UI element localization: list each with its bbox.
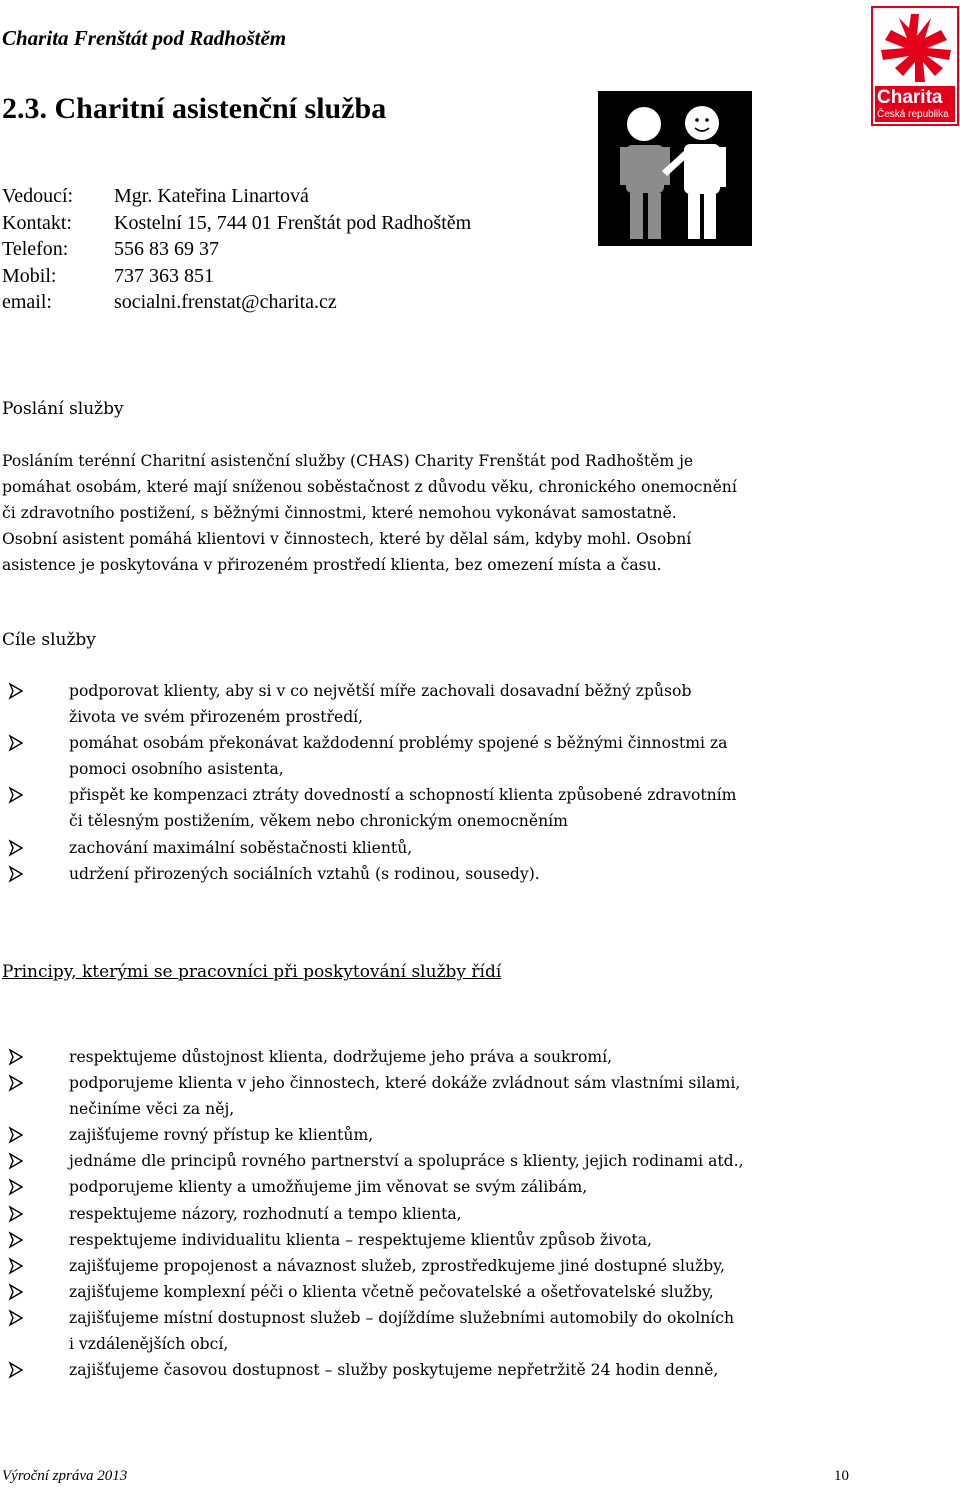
arrow-bullet-icon xyxy=(8,782,24,808)
arrow-bullet-icon xyxy=(8,1148,24,1174)
page-number: 10 xyxy=(834,1468,849,1484)
contact-key: Mobil: xyxy=(2,264,57,287)
arrow-bullet-icon xyxy=(8,861,24,887)
contact-key: email: xyxy=(2,291,52,313)
goal-line: zachování maximální soběstačnosti klientů, xyxy=(69,838,413,857)
goal-line: pomáhat osobám překonávat každodenní problémy spojené s běžnými činnostmi za xyxy=(69,734,728,753)
footer-report-title: Výroční zpráva 2013 xyxy=(2,1468,128,1484)
contact-value: 737 363 851 xyxy=(114,264,214,287)
goal-line: života ve svém přirozeném prostředí, xyxy=(69,708,364,727)
principle-item xyxy=(0,1174,744,1200)
arrow-bullet-icon xyxy=(8,1253,24,1279)
section-title: 2.3. Charitní asistenční služba xyxy=(2,92,387,125)
principles-list xyxy=(0,1044,744,1383)
caritas-logo xyxy=(871,6,959,126)
logo-line2: Česká republika xyxy=(877,109,949,120)
principle-line: jednáme dle principů rovného partnerství a spolupráce s klienty, jejich rodinami atd., xyxy=(69,1152,744,1171)
contact-value: Kostelní 15, 744 01 Frenštát pod Radhoštěm xyxy=(114,211,472,234)
mission-paragraph xyxy=(2,448,958,578)
goal-item xyxy=(0,861,736,887)
logo-line1: Charita xyxy=(877,87,943,108)
arrow-bullet-icon xyxy=(8,730,24,756)
principles-heading: Principy, kterými se pracovníci při poskytování služby řídí xyxy=(2,962,502,982)
principle-item xyxy=(0,1122,744,1148)
contact-row-leader xyxy=(2,183,471,210)
mission-heading: Poslání služby xyxy=(2,399,124,419)
goal-item xyxy=(0,782,736,834)
arrow-bullet-icon xyxy=(8,1305,24,1331)
goal-line: podporovat klienty, aby si v co největší míře zachovali dosavadní běžný způsob xyxy=(69,682,692,700)
goals-heading: Cíle služby xyxy=(2,630,96,650)
goal-line: či tělesným postižením, věkem nebo chronickým onemocněním xyxy=(69,812,568,831)
principle-item xyxy=(0,1305,744,1357)
arrow-bullet-icon xyxy=(8,1070,24,1096)
principle-line: respektujeme individualitu klienta – respektujeme klientův způsob života, xyxy=(69,1230,652,1249)
principle-line: zajišťujeme propojenost a návaznost služeb, zprostředkujeme jiné dostupné služby, xyxy=(69,1256,725,1275)
assistance-pictogram xyxy=(598,91,752,246)
principle-line: zajišťujeme časovou dostupnost – služby poskytujeme nepřetržitě 24 hodin denně, xyxy=(69,1361,719,1380)
contact-row-phone xyxy=(2,236,471,263)
goal-line: udržení přirozených sociálních vztahů (s rodinou, sousedy). xyxy=(69,864,540,883)
contact-value: 556 83 69 37 xyxy=(114,238,219,260)
goal-item xyxy=(0,730,736,782)
contact-value: socialni.frenstat@charita.cz xyxy=(114,291,337,313)
contact-key: Kontakt: xyxy=(2,211,72,234)
contact-row-mobile xyxy=(2,263,471,290)
principle-line: nečiníme věci za něj, xyxy=(69,1100,235,1119)
caritas-cross-logo-icon xyxy=(871,6,959,126)
principle-line: i vzdálenějších obcí, xyxy=(69,1335,229,1354)
principle-line: podporujeme klienty a umožňujeme jim věnovat se svým zálibám, xyxy=(69,1178,588,1197)
arrow-bullet-icon xyxy=(8,835,24,861)
mission-line: či zdravotního postižení, s běžnými činnostmi, které nemohou vykonávat samostatně. xyxy=(2,504,677,523)
arrow-bullet-icon xyxy=(8,1201,24,1227)
goal-item xyxy=(0,835,736,861)
principle-item xyxy=(0,1044,744,1070)
contact-block xyxy=(2,183,471,316)
mission-line: Osobní asistent pomáhá klientovi v činnostech, které by dělal sám, kdyby mohl. Osobní xyxy=(2,530,692,549)
principle-line: respektujeme důstojnost klienta, dodržujeme jeho práva a soukromí, xyxy=(69,1048,613,1066)
contact-key: Vedoucí: xyxy=(2,185,74,207)
principle-item xyxy=(0,1279,744,1305)
principle-item xyxy=(0,1357,744,1383)
goal-line: pomoci osobního asistenta, xyxy=(69,760,284,779)
mission-line: asistence je poskytována v přirozeném prostředí klienta, bez omezení místa a času. xyxy=(2,556,662,575)
arrow-bullet-icon xyxy=(8,1174,24,1200)
principle-line: zajišťujeme rovný přístup ke klientům, xyxy=(69,1126,374,1145)
contact-row-address xyxy=(2,210,471,237)
contact-value: Mgr. Kateřina Linartová xyxy=(114,185,309,207)
assistance-pictogram-icon xyxy=(598,91,752,246)
mission-line: Posláním terénní Charitní asistenční služby (CHAS) Charity Frenštát pod Radhoštěm je xyxy=(2,452,694,470)
principle-item xyxy=(0,1201,744,1227)
arrow-bullet-icon xyxy=(8,1227,24,1253)
principle-item xyxy=(0,1070,744,1122)
goals-list xyxy=(0,678,736,887)
goal-line: přispět ke kompenzaci ztráty dovedností a schopností klienta způsobené zdravotním xyxy=(69,786,737,805)
contact-key: Telefon: xyxy=(2,238,69,260)
arrow-bullet-icon xyxy=(8,1357,24,1383)
mission-line: pomáhat osobám, které mají sníženou soběstačnost z důvodu věku, chronického onemocnění xyxy=(2,478,737,497)
principle-line: zajišťujeme místní dostupnost služeb – dojíždíme služebními automobily do okolních xyxy=(69,1308,735,1327)
principle-item xyxy=(0,1227,744,1253)
principle-line: podporujeme klienta v jeho činnostech, které dokáže zvládnout sám vlastními silami, xyxy=(69,1074,741,1093)
arrow-bullet-icon xyxy=(8,1044,24,1070)
principle-item xyxy=(0,1148,744,1174)
contact-row-email xyxy=(2,289,471,316)
organization-name: Charita Frenštát pod Radhoštěm xyxy=(2,26,287,50)
principle-line: respektujeme názory, rozhodnutí a tempo klienta, xyxy=(69,1204,462,1223)
principle-line: zajišťujeme komplexní péči o klienta včetně pečovatelské a ošetřovatelské služby, xyxy=(69,1282,714,1301)
arrow-bullet-icon xyxy=(8,678,24,704)
arrow-bullet-icon xyxy=(8,1122,24,1148)
goal-item xyxy=(0,678,736,730)
arrow-bullet-icon xyxy=(8,1279,24,1305)
principle-item xyxy=(0,1253,744,1279)
